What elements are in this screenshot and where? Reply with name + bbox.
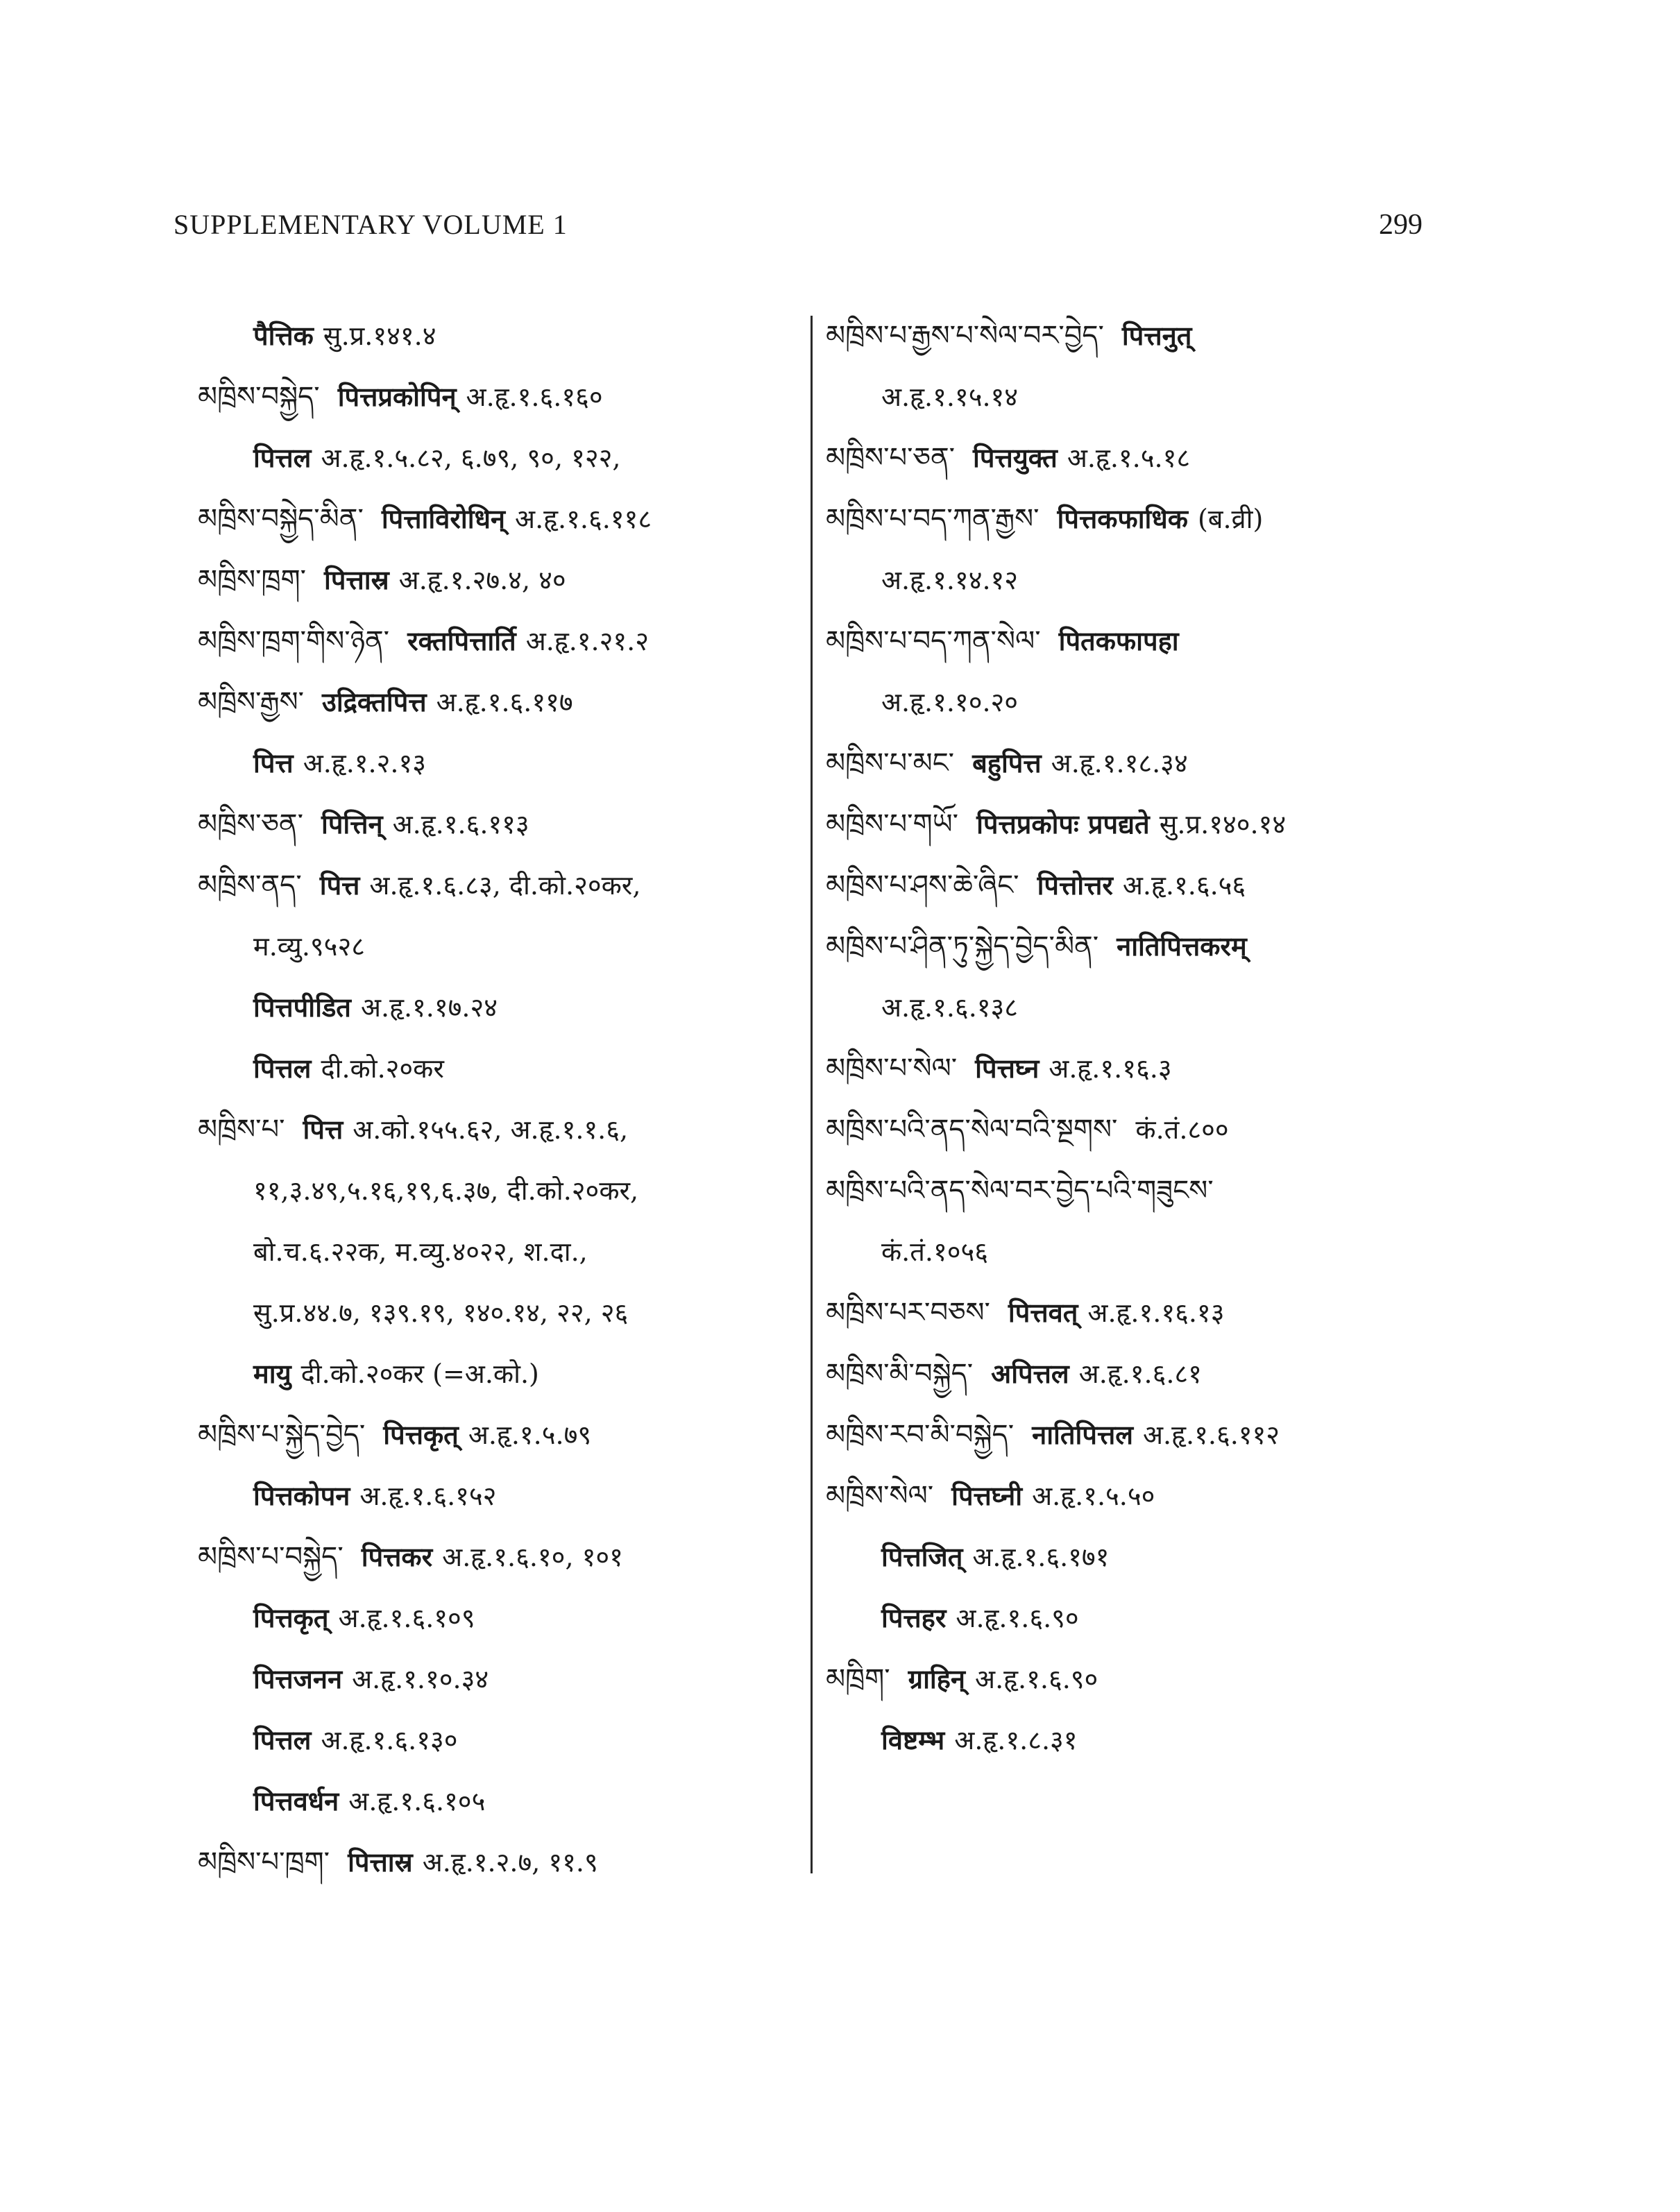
dictionary-subentry [198,1588,815,1649]
source-reference: अ.हृ.१.६.१०५ [348,1786,486,1817]
sanskrit-equivalent: पित्तकफाधिक [1057,503,1188,534]
tibetan-headword: མཁྲིས་རྒྱས་ [198,686,305,718]
sanskrit-equivalent: पित्तयुक्त [973,442,1058,473]
dictionary-subentry [826,672,1450,733]
source-reference: अ.हृ.१.६.८१ [1078,1359,1202,1389]
column-divider [811,316,813,1873]
dictionary-entry [826,1343,1450,1404]
source-reference: अ.हृ.१.६.९० [975,1664,1098,1694]
dictionary-subentry [198,1038,815,1099]
source-reference: अ.हृ.१.६.१३८ [881,992,1019,1023]
dictionary-entry [826,1465,1450,1526]
source-reference: अ.हृ.१.२.१३ [303,748,426,779]
dictionary-entry [826,488,1450,550]
sanskrit-equivalent: पित्तजनन [253,1663,343,1694]
source-reference: अ.हृ.१.५.८२, ६.७९, ९०, १२२, [321,443,621,473]
tibetan-headword: མཁྲིས་པ་གཡོ་ [826,808,959,840]
source-reference: अ.हृ.१.६.१६० [466,382,603,412]
sanskrit-equivalent: पित्तघ्नी [951,1480,1023,1511]
sanskrit-equivalent: मायु [253,1358,291,1389]
source-reference: बो.च.६.२२क, म.व्यु.४०२२, श.दा., [253,1236,588,1267]
tibetan-headword: མཁྲིས་པ་བད་ཀན་རྒྱས་ [826,503,1040,535]
dictionary-subentry [826,550,1450,611]
source-reference: अ.हृ.१.१०.३४ [352,1664,489,1694]
sanskrit-equivalent: विष्टम्भ [881,1724,945,1755]
sanskrit-equivalent: नातिपित्तकरम् [1117,930,1247,962]
dictionary-entry [198,366,815,427]
source-reference: म.व्यु.९५२८ [253,931,365,962]
sanskrit-equivalent: पित्तकर [361,1541,433,1572]
dictionary-subentry [198,1649,815,1710]
source-reference: ११,३.४९,५.१६,१९,६.३७, दी.को.२०कर, [253,1175,639,1206]
dictionary-entry [826,1099,1450,1160]
dictionary-subentry [198,427,815,488]
page-header [173,208,1423,250]
sanskrit-equivalent: पित्तप्रकोपिन् [337,381,457,412]
tibetan-headword: མཁྲིས་པ་རྒྱས་པ་སེལ་བར་བྱེད་ [826,320,1104,352]
dictionary-entry [198,1526,815,1588]
tibetan-headword: མཁྲིས་པ་ཤིན་ཏུ་སྐྱེད་བྱེད་མིན་ [826,930,1099,962]
sanskrit-equivalent: पित्तल [253,442,312,473]
sanskrit-equivalent: पित्तनुत् [1121,320,1192,351]
source-reference: अ.हृ.१.२१.२ [525,626,649,656]
sanskrit-equivalent: रक्तपित्तार्ति [407,625,516,656]
source-reference: अ.हृ.१.१०.२० [881,687,1019,717]
sanskrit-equivalent: पित्तोत्तर [1037,869,1113,901]
sanskrit-equivalent: पित्तवत् [1008,1297,1078,1328]
dictionary-subentry [198,1282,815,1343]
sanskrit-equivalent: पित्तहर [881,1602,947,1633]
source-reference: अ.हृ.१.२७.४, ४० [398,565,566,595]
dictionary-subentry [826,1221,1450,1282]
dictionary-entry [198,1404,815,1465]
source-reference: अ.हृ.१.२.७, ११.९ [422,1847,598,1878]
dictionary-subentry [826,1710,1450,1771]
tibetan-headword: མཁྲིས་པ་ཤས་ཆེ་ཞིང་ [826,869,1019,901]
dictionary-entry [826,1038,1450,1099]
source-reference: अ.हृ.१.८.३१ [954,1725,1078,1755]
dictionary-entry [198,1832,815,1893]
dictionary-entry [826,1282,1450,1343]
sanskrit-equivalent: पैत्तिक [253,320,314,351]
dictionary-entry [198,672,815,733]
sanskrit-equivalent: पित्तास्र [324,564,389,595]
dictionary-subentry [198,977,815,1038]
tibetan-headword: མཁྲིས་བསྐྱེད་ [198,381,320,413]
dictionary-entry [198,611,815,672]
source-reference: अ.हृ.१.६.११२ [1143,1420,1280,1450]
sanskrit-equivalent: बहुपित्त [972,747,1042,779]
source-reference: अ.हृ.१.५.१८ [1067,443,1191,473]
tibetan-headword: མཁྲིས་པ་སྐྱེད་བྱེད་ [198,1419,366,1451]
dictionary-subentry [198,305,815,366]
sanskrit-equivalent: अपित्तल [991,1358,1069,1389]
source-reference: अ.हृ.१.६.१७१ [972,1542,1110,1572]
source-reference: अ.हृ.१.६.८३, दी.को.२०कर, [369,870,641,901]
dictionary-entry [198,488,815,550]
tibetan-headword: མཁྲིས་ཅན་ [198,808,303,840]
tibetan-headword: མཁྲིག་ [826,1663,890,1695]
sanskrit-equivalent: पित्तकोपन [253,1480,350,1511]
source-reference: कं.तं.१०५६ [881,1236,989,1267]
sanskrit-equivalent: पित्तल [253,1053,312,1084]
sanskrit-equivalent: पितकफापहा [1058,625,1179,656]
source-reference: दी.को.२०कर (=अ.को.) [300,1359,539,1389]
dictionary-subentry [198,733,815,794]
tibetan-headword: མཁྲིས་པ་བད་ཀན་སེལ་ [826,625,1041,657]
dictionary-entry [826,1649,1450,1710]
tibetan-headword: མཁྲིས་སེལ་ [826,1480,934,1512]
source-reference: अ.हृ.१.१७.२४ [360,992,498,1023]
dictionary-entry [826,611,1450,672]
sanskrit-equivalent: पित्तास्र [348,1846,413,1878]
sanskrit-equivalent: पित्तवर्धन [253,1785,339,1817]
tibetan-headword: མཁྲིས་པ་ [198,1114,285,1146]
dictionary-entry [826,733,1450,794]
source-reference: अ.हृ.१.६.१०९ [338,1603,475,1633]
sanskrit-equivalent: नातिपित्तल [1032,1419,1134,1450]
tibetan-headword: མཁྲིས་མི་བསྐྱེད་ [826,1358,974,1390]
source-reference: सु.प्र.१४१.४ [323,321,436,351]
dictionary-entry [198,550,815,611]
dictionary-entry [826,794,1450,855]
source-reference: अ.को.१५५.६२, अ.हृ.१.१.६, [353,1114,629,1145]
source-reference: अ.हृ.१.६.१५२ [359,1481,497,1511]
dictionary-entry [826,916,1450,977]
dictionary-subentry [198,1160,815,1221]
dictionary-entry [826,1404,1450,1465]
source-reference: अ.हृ.१.१६.३ [1049,1053,1172,1084]
tibetan-headword: མཁྲིས་པ་ཅན་ [826,442,956,474]
source-reference: अ.हृ.१.१८.३४ [1051,748,1188,779]
dictionary-subentry [198,1221,815,1282]
dictionary-subentry [198,1343,815,1404]
source-reference: अ.हृ.१.५.७९ [468,1420,592,1450]
source-reference: अ.हृ.१.६.१३० [321,1725,458,1755]
dictionary-entry [826,1160,1450,1221]
source-reference: अ.हृ.१.६.९० [956,1603,1079,1633]
dictionary-subentry [198,1771,815,1832]
sanskrit-equivalent: पित्तघ्न [975,1053,1040,1084]
right-column [826,305,1450,1771]
tibetan-headword: མཁྲིས་ནད་ [198,869,302,901]
sanskrit-equivalent: पित्तल [253,1724,312,1755]
left-column [198,305,815,1893]
source-reference: (ब.व्री) [1197,504,1264,534]
dictionary-entry [826,305,1450,366]
source-reference: अ.हृ.१.६.११७ [436,687,573,717]
tibetan-headword: མཁྲིས་པ་མང་ [826,747,955,779]
source-reference: अ.हृ.१.१५.१४ [881,382,1019,412]
source-reference: अ.हृ.१.१४.१२ [881,565,1019,595]
sanskrit-equivalent: पित्त [303,1114,343,1145]
source-reference: दी.को.२०कर [321,1053,444,1084]
source-reference: अ.हृ.१.६.५६ [1122,870,1246,901]
dictionary-entry [198,855,815,916]
tibetan-headword: མཁྲིས་ཁྲག་ [198,564,307,596]
sanskrit-equivalent: पित्तकृत् [383,1419,459,1450]
tibetan-headword: མཁྲིས་བསྐྱེད་མིན་ [198,503,364,535]
source-reference: कं.तं.८०० [1135,1114,1229,1145]
dictionary-entry [826,855,1450,916]
source-reference: अ.हृ.१.६.११३ [392,809,529,840]
dictionary-subentry [826,366,1450,427]
sanskrit-equivalent: उद्रिक्तपित्त [322,686,427,717]
source-reference: अ.हृ.१.६.११८ [515,504,652,534]
source-reference: अ.हृ.१.५.५० [1032,1481,1155,1511]
sanskrit-equivalent: ग्राहिन् [908,1663,966,1694]
sanskrit-equivalent: पित्तप्रकोपः प्रपद्यते [976,808,1150,840]
dictionary-entry [198,794,815,855]
tibetan-headword: མཁྲིས་པ་སེལ་ [826,1053,958,1084]
sanskrit-equivalent: पित्तिन् [321,808,383,840]
dictionary-subentry [826,1588,1450,1649]
sanskrit-equivalent: पित्त [253,747,294,779]
tibetan-headword: མཁྲིས་པ་ཁྲག་ [198,1846,330,1878]
tibetan-headword: མཁྲིས་ཁྲག་གིས་ཉེན་ [198,625,390,657]
dictionary-entry [198,1099,815,1160]
dictionary-subentry [198,1465,815,1526]
tibetan-headword: མཁྲིས་པར་བཅས་ [826,1297,990,1329]
source-reference: सु.प्र.४४.७, १३९.१९, १४०.१४, २२, २६ [253,1298,629,1328]
sanskrit-equivalent: पित्तपीडित [253,992,351,1023]
tibetan-headword: མཁྲིས་པའི་ནད་སེལ་བར་བྱེད་པའི་གཟུངས་ [826,1175,1214,1207]
source-reference: अ.हृ.१.६.१०, १०१ [442,1542,623,1572]
tibetan-headword: མཁྲིས་པའི་ནད་སེལ་བའི་སྔགས་ [826,1114,1118,1146]
page-number: 299 [1379,209,1423,241]
sanskrit-equivalent: पित्तकृत् [253,1602,329,1633]
sanskrit-equivalent: पित्त [319,869,360,901]
running-head: SUPPLEMENTARY VOLUME 1 [173,209,568,240]
dictionary-subentry [198,916,815,977]
tibetan-headword: མཁྲིས་རབ་མི་བསྐྱེད་ [826,1419,1015,1451]
source-reference: अ.हृ.१.१६.१३ [1087,1298,1225,1328]
sanskrit-equivalent: पित्ताविरोधिन् [381,503,506,534]
dictionary-subentry [826,1526,1450,1588]
dictionary-entry [826,427,1450,488]
source-reference: सु.प्र.१४०.१४ [1159,809,1287,840]
dictionary-subentry [198,1710,815,1771]
sanskrit-equivalent: पित्तजित् [881,1541,963,1572]
dictionary-subentry [826,977,1450,1038]
tibetan-headword: མཁྲིས་པ་བསྐྱེད་ [198,1541,343,1573]
